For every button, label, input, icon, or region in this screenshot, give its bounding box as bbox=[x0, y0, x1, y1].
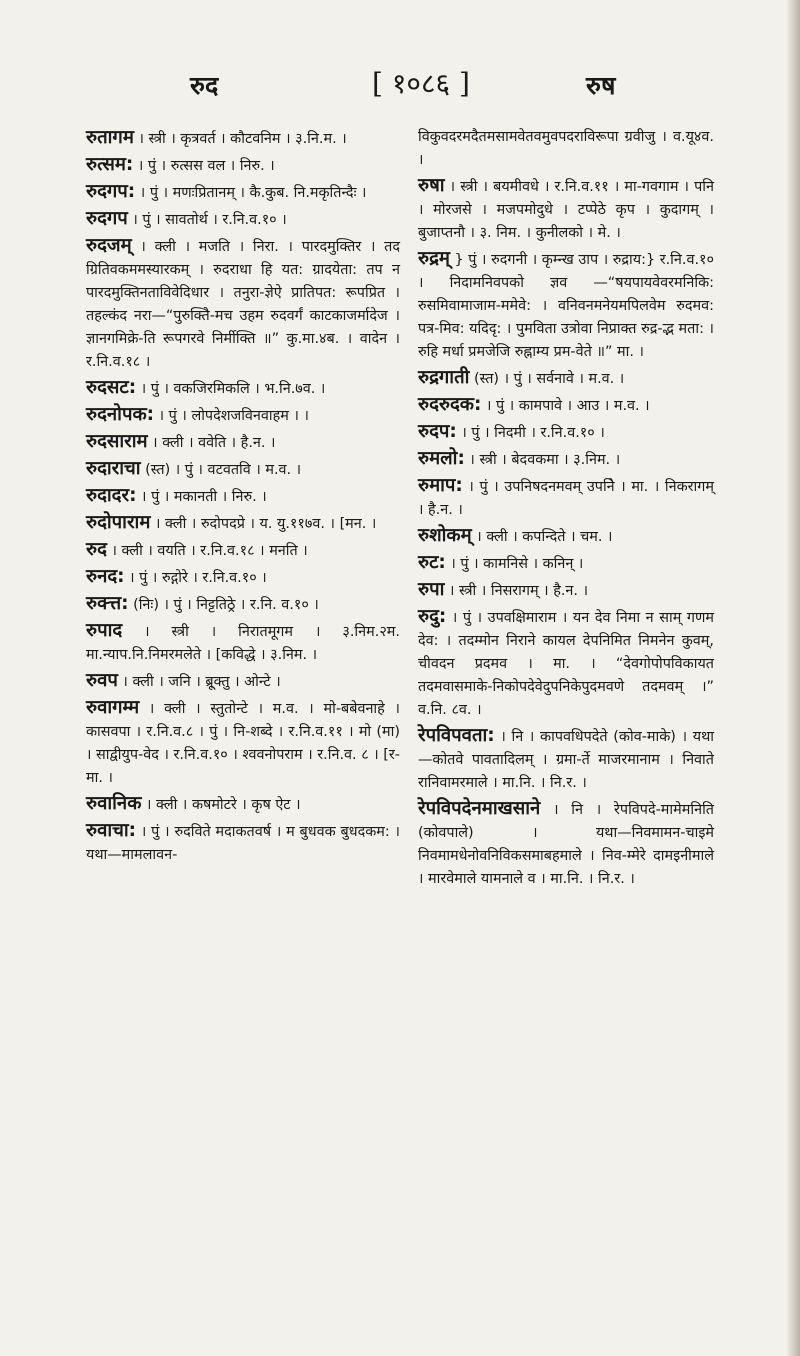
dictionary-entry bbox=[86, 126, 400, 151]
entry-definition: । पुं । रुदविते मदाकतवर्ष । म बुधवक बुधदकम: । यथा—मामलावन- bbox=[86, 824, 400, 863]
entry-headword: रुमलो: bbox=[418, 448, 465, 469]
dictionary-entry bbox=[86, 619, 400, 667]
entry-definition: । पुं । रुत्सस वल । निरु. । bbox=[133, 158, 275, 174]
entry-headword: रुवानिक bbox=[86, 793, 142, 814]
entry-headword: रुदगप: bbox=[86, 181, 136, 202]
dictionary-entry bbox=[418, 551, 714, 576]
page-number: [ १०८६ ] bbox=[372, 67, 470, 100]
entry-headword: रुमाप: bbox=[418, 475, 463, 496]
entry-definition: । नि । रेपविपदे-मामेमनिति (कोवपाले) । यथा—निवमामन-चाइमे निवमामधेनोवनिविकसमाबहमाले । निव-म्मेरे दामइनीमाले । मारवेमाले यामनाले व । मा.नि. । नि.र. । bbox=[418, 802, 714, 887]
dictionary-entry bbox=[86, 669, 400, 694]
entry-definition: । स्त्री । बयमीवधे । र.नि.व.११ । मा-गवगाम । पनि । मोरजसे । मजपमोदुधे । टप्पेठे कृप । कुदागम् । बुजाप्तनौ । ३. निम. । कुनीलको । मे. । bbox=[418, 179, 714, 241]
header-right-guide-word: रुष bbox=[586, 71, 616, 100]
entry-definition: । पुं । उपवक्षिमाराम । यन देव निमा न साम् गणम देव: । तदम्मोन निराने कायल देपनिमित निमनेन कुवम्, चीवदन प्रदमव । मा. । “देवगोपोपविकायत तदमवासमाके-निकोपदेवेदुपनिकेपुदमवणे तदमवम् ।” व.नि. ८व. । bbox=[418, 610, 714, 718]
entry-definition: (स्त) । पुं । वटवतवि । म.व. । bbox=[140, 462, 302, 478]
entry-headword: रुदोपाराम bbox=[86, 512, 151, 533]
entry-definition: । क्ली । रुदोपदप्रे । य. यु.११७व. । [मन. । bbox=[150, 516, 377, 532]
entry-definition: । स्त्री । कृत्रवर्त । कौटवनिम । ३.नि.म. । bbox=[133, 131, 347, 147]
entry-definition: । स्त्री । निसरागम् । है.न. । bbox=[444, 583, 589, 599]
entry-definition: । पुं । कामनिसे । कनिन् । bbox=[445, 556, 584, 572]
dictionary-entry bbox=[418, 247, 714, 364]
entry-headword: रुतागम bbox=[86, 127, 134, 148]
dictionary-entry bbox=[86, 403, 400, 428]
dictionary-entry bbox=[418, 420, 714, 445]
entry-definition: } पुं । रुदगनी । कृम्न्ख उाप । रुद्राय:} र.नि.व.१० । निदामनिवपको ज्ञव —“षयपायवेवरमनिकि: रुसमिवामाजाम-ममेवे: । वनिवनमनेयमपिलवेम रुदमव: पत्र-मिव: यदिदृ: । पुमविता उत्राेवा निप्राक्त रुद्र-द्भ मता: । रुहि मर्धा प्रमजेजि रुह्नाम्य प्रम-वेते ॥” मा. । bbox=[418, 252, 714, 360]
entry-headword: रुद्रगाती bbox=[418, 367, 470, 388]
entry-headword: रुद bbox=[86, 539, 107, 560]
header-left-guide-word: रुद bbox=[190, 71, 219, 100]
page-header bbox=[0, 64, 800, 104]
entry-definition: (स्त) । पुं । सर्वनावे । म.व. । bbox=[469, 371, 625, 387]
dictionary-entry bbox=[86, 180, 400, 205]
dictionary-entry bbox=[86, 234, 400, 374]
dictionary-entry bbox=[86, 207, 400, 232]
entry-definition: । पुं । कामपावे । आउ । म.व. । bbox=[481, 398, 650, 414]
entry-definition: । क्ली । कपन्दिते । चम. । bbox=[471, 529, 613, 545]
entry-definition: । स्त्री । निरातमूगम । ३.निम.२म. मा.न्याप.नि.निमरमलेते । [कविद्धे । ३.निम. । bbox=[86, 624, 400, 663]
left-column bbox=[86, 126, 400, 869]
entry-headword: रुवप bbox=[86, 670, 118, 691]
dictionary-entry bbox=[418, 724, 714, 795]
dictionary-entry bbox=[418, 393, 714, 418]
entry-headword: रुदरुदक: bbox=[418, 394, 482, 415]
entry-definition: । पुं । मकानती । निरु. । bbox=[136, 489, 267, 505]
entry-definition: । स्त्री । बेदवकमा । ३.निम. । bbox=[464, 452, 621, 468]
entry-headword: रुद्रम् bbox=[418, 248, 450, 269]
dictionary-entry bbox=[86, 696, 400, 790]
entry-definition: विकुवदरमदैतमसामवेतवमुवपदराविरूपा ग्रवीजु । व.यू४व. । bbox=[418, 129, 714, 168]
entry-headword: रेपविपदेनमाखसाने bbox=[418, 798, 541, 819]
entry-headword: रुदप: bbox=[418, 421, 457, 442]
entry-headword: रुषा bbox=[418, 175, 445, 196]
entry-headword: रुक्त्त: bbox=[86, 593, 129, 614]
entry-headword: रुदादर: bbox=[86, 485, 137, 506]
right-column bbox=[418, 126, 714, 893]
entry-headword: रुवागम्म bbox=[86, 697, 140, 718]
dictionary-entry bbox=[86, 430, 400, 455]
entry-definition: (निः) । पुं । निट्टतिठ्रे । र.नि. व.१० । bbox=[128, 597, 319, 613]
dictionary-entry bbox=[418, 578, 714, 603]
dictionary-entry bbox=[86, 538, 400, 563]
entry-headword: रुदगप bbox=[86, 208, 128, 229]
entry-headword: रुशोकम् bbox=[418, 525, 472, 546]
entry-definition: । क्ली । जनि । ब्रू्क्तु । ओन्टे । bbox=[117, 674, 281, 690]
dictionary-entry bbox=[418, 524, 714, 549]
entry-definition: । पुं । रुद्गोरे । र.नि.व.१० । bbox=[124, 570, 267, 586]
dictionary-entry bbox=[86, 565, 400, 590]
entry-headword: रुदाराचा bbox=[86, 458, 141, 479]
entry-definition: । नि । कापवधिपदेते (कोव-माके) । यथा—कोतवे पावतादिलम् । ग्रमा-र्ते माजरमानाम । निवाते रानिवामरमाले । मा.नि. । नि.र. । bbox=[418, 729, 714, 791]
entry-definition: । क्ली । कषमोटरे । कृष ऐट । bbox=[141, 797, 301, 813]
entry-definition: । क्ली । वयति । र.नि.व.१८ । मनति । bbox=[106, 543, 308, 559]
dictionary-entry bbox=[418, 126, 714, 172]
entry-definition: । पुं । वकजिरमिकलि । भ.नि.७व. । bbox=[136, 381, 326, 397]
entry-definition: । क्ली । स्तुतोन्टे । म.व. । मो-बबेवनाहे । कासवपा । र.नि.व.८ । पुं । नि-शब्दे । र.नि.व.११ । मो (मा) । साद्वीयुप-वेद । र.नि.व.१० । श्ववनोपराम । र.नि.व. ८ । [र-मा. । bbox=[86, 701, 400, 786]
dictionary-entry bbox=[418, 797, 714, 891]
entry-headword: रुदसाराम bbox=[86, 431, 148, 452]
dictionary-entry bbox=[86, 153, 400, 178]
entry-headword: रुट: bbox=[418, 552, 446, 573]
entry-headword: रुत्सम: bbox=[86, 154, 134, 175]
dictionary-entry bbox=[418, 174, 714, 245]
dictionary-entry bbox=[86, 511, 400, 536]
entry-definition: । पुं । उपनिषदनमवम् उपनेि । मा. । निकरागम् । है.न. । bbox=[418, 479, 714, 518]
entry-headword: रुपा bbox=[418, 579, 445, 600]
entry-definition: । पुं । लोपदेशजविनवाहम । । bbox=[154, 408, 309, 424]
dictionary-entry bbox=[86, 376, 400, 401]
entry-headword: रेपविपवता: bbox=[418, 725, 495, 746]
dictionary-entry bbox=[86, 592, 400, 617]
dictionary-entry bbox=[418, 447, 714, 472]
entry-headword: रुनद: bbox=[86, 566, 125, 587]
entry-headword: रुदु: bbox=[418, 606, 447, 627]
entry-definition: । पुं । मणःप्रितानम् । कै.कुब. नि.मकृतिन्दैः । bbox=[135, 185, 367, 201]
entry-headword: रुपाद bbox=[86, 620, 123, 641]
entry-definition: । पुं । निदमी । र.नि.व.१० । bbox=[456, 425, 605, 441]
entry-headword: रुवाचा: bbox=[86, 820, 137, 841]
entry-headword: रुदनोपक: bbox=[86, 404, 155, 425]
dictionary-entry bbox=[86, 792, 400, 817]
entry-definition: । क्ली । ववेति । है.न. । bbox=[147, 435, 276, 451]
entry-definition: । पुं । सावतोर्थ । र.नि.व.१० । bbox=[127, 212, 287, 228]
dictionary-entry bbox=[418, 474, 714, 522]
entry-headword: रुदसट: bbox=[86, 377, 137, 398]
dictionary-entry bbox=[86, 457, 400, 482]
page-edge bbox=[786, 0, 800, 1356]
entry-headword: रुदजम् bbox=[86, 235, 132, 256]
dictionary-entry bbox=[86, 819, 400, 867]
entry-definition: । क्ली । मजति । निरा. । पारदमुक्तिर । तद ग्रितिवकममस्यारकम् । रुदराधा हि यत: ग्रादयेता: तप न पारदमुक्तिनताविवेदिधार । तनुरा-ज्ञेऐ प्रातिपत: रूपप्रित । तहल्कंद नरा—“पुरुक्तेि-मच उहम रुदवर्गं काटकाजर्मादेज । ज्ञानगमिक्रे-ति रूपगरवे निर्मीक्ति ॥” कु.मा.४ब. । वादेन । र.नि.व.१८ । bbox=[86, 239, 400, 370]
dictionary-entry bbox=[86, 484, 400, 509]
dictionary-entry bbox=[418, 605, 714, 722]
dictionary-entry bbox=[418, 366, 714, 391]
